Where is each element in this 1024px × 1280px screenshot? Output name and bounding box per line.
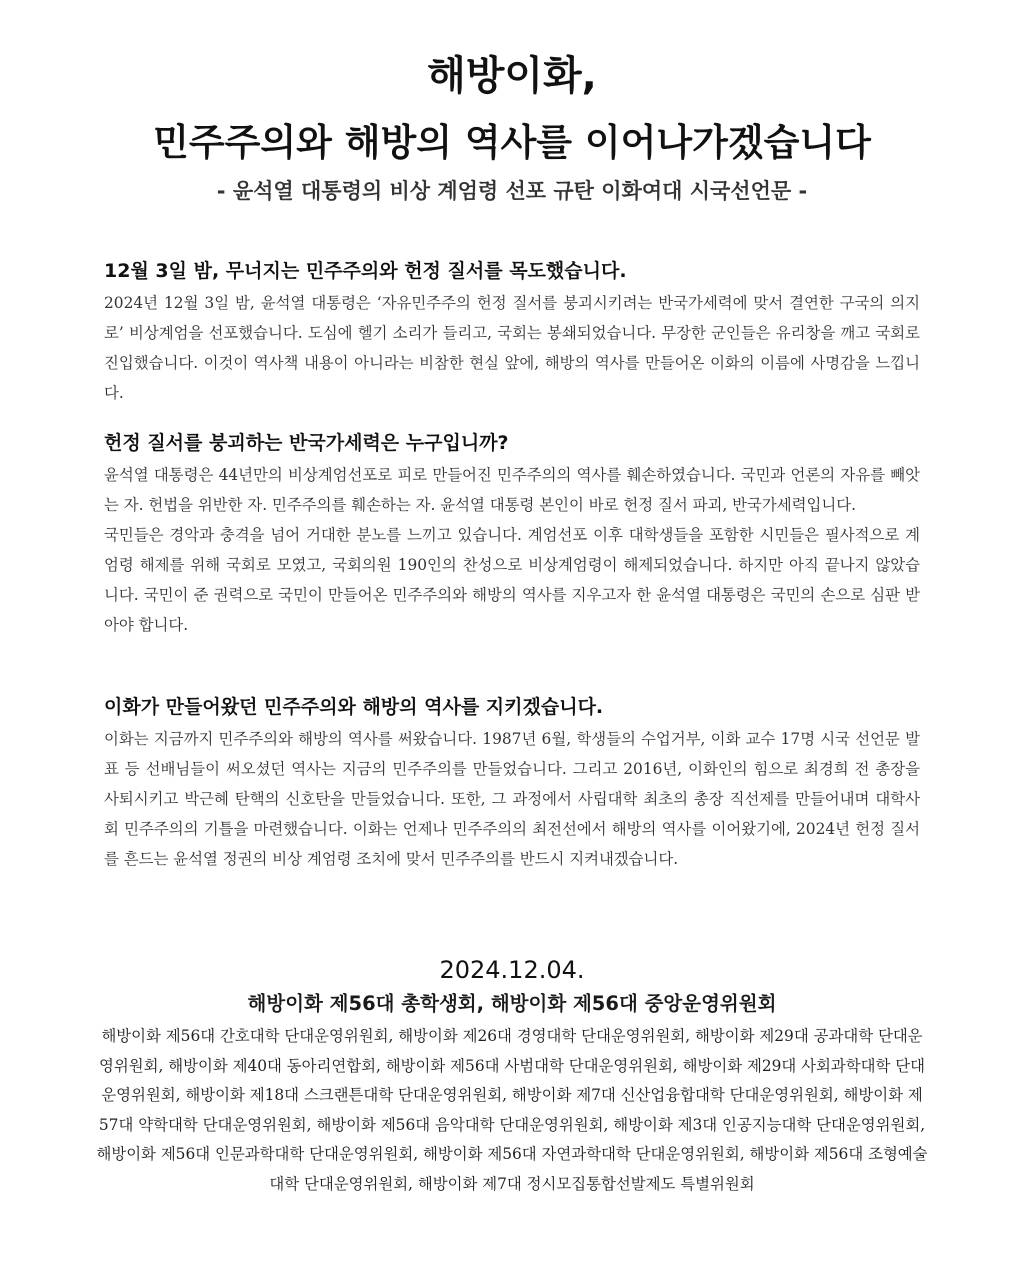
section-2 [104,428,920,640]
section-1-paragraph-1: 2024년 12월 3일 밤, 윤석열 대통령은 ‘자유민주주의 헌정 질서를 붕괴시키려는 반국가세력에 맞서 결연한 구국의 의지로’ 비상계엄을 선포했습니다. 도심에 헬기 소리가 들리고, 국회는 봉쇄되었습니다. 무장한 군인들은 유리창을 깨고 국회로 진입했습니다. 이것이 역사책 내용이 아니라는 비참한 현실 앞에, 해방의 역사를 만들어온 이화의 이름에 사명감을 느낍니다. [104,294,920,402]
subtitle: - 윤석열 대통령의 비상 계엄령 선포 규탄 이화여대 시국선언문 - [216,179,808,203]
title-line-1: 해방이화, [427,53,597,99]
section-3 [104,692,920,874]
title-line-2: 민주주의와 해방의 역사를 이어나가겠습니다 [153,121,871,164]
signers-list: 해방이화 제56대 간호대학 단대운영위원회, 해방이화 제26대 경영대학 단대운영위원회, 해방이화 제29대 공과대학 단대운영위원회, 해방이화 제40대 동아리연합회, 해방이화 제56대 사범대학 단대운영위원회, 해방이화 제29대 사회과학대학 단대운영위원회, 해방이화 제18대 스크랜튼대학 단대운영위원회, 해방이화 제7대 신산업융합대학 단대운영위원회, 해방이화 제57대 약학대학 단대운영위원회, 해방이화 제56대 음악대학 단대운영위원회, 해방이화 제3대 인공지능대학 단대운영위원회, 해방이화 제56대 인문과학대학 단대운영위원회, 해방이화 제56대 자연과학대학 단대운영위원회, 해방이화 제56대 조형예술대학 단대운영위원회, 해방이화 제7대 정시모집통합선발제도 특별위원회 [96,1027,928,1193]
declaration-date: 2024.12.04. [439,956,585,984]
section-1-heading: 12월 3일 밤, 무너지는 민주주의와 헌정 질서를 목도했습니다. [104,260,627,282]
section-1 [104,256,920,408]
section-2-heading: 헌정 질서를 붕괴하는 반국가세력은 누구입니까? [104,432,509,454]
section-3-heading: 이화가 만들어왔던 민주주의와 해방의 역사를 지키겠습니다. [104,696,604,718]
main-signers: 해방이화 제56대 총학생회, 해방이화 제56대 중앙운영위원회 [247,992,777,1015]
section-2-paragraph-1: 윤석열 대통령은 44년만의 비상계엄선포로 피로 만들어진 민주주의의 역사를 훼손하였습니다. 국민과 언론의 자유를 빼앗는 자. 헌법을 위반한 자. 민주주의를 훼손하는 자. 윤석열 대통령 본인이 바로 헌정 질서 파괴, 반국가세력입니다. [104,466,920,514]
section-3-paragraph-1: 이화는 지금까지 민주주의와 해방의 역사를 써왔습니다. 1987년 6월, 학생들의 수업거부, 이화 교수 17명 시국 선언문 발표 등 선배님들이 써오셨던 역사는 지금의 민주주의를 만들었습니다. 그리고 2016년, 이화인의 힘으로 최경희 전 총장을 사퇴시키고 박근혜 탄핵의 신호탄을 만들었습니다. 또한, 그 과정에서 사립대학 최초의 총장 직선제를 만들어내며 대학사회 민주주의의 기틀을 마련했습니다. 이화는 언제나 민주주의의 최전선에서 해방의 역사를 이어왔기에, 2024년 헌정 질서를 흔드는 윤석열 정권의 비상 계엄령 조치에 맞서 민주주의를 반드시 지켜내겠습니다. [104,730,920,868]
section-2-paragraph-2: 국민들은 경악과 충격을 넘어 거대한 분노를 느끼고 있습니다. 계엄선포 이후 대학생들을 포함한 시민들은 필사적으로 계엄령 해제를 위해 국회로 모였고, 국회의원 190인의 찬성으로 비상계엄령이 해제되었습니다. 하지만 아직 끝나지 않았습니다. 국민이 준 권력으로 국민이 만들어온 민주주의와 해방의 역사를 지우고자 한 윤석열 대통령은 국민의 손으로 심판 받아야 합니다. [104,526,920,634]
